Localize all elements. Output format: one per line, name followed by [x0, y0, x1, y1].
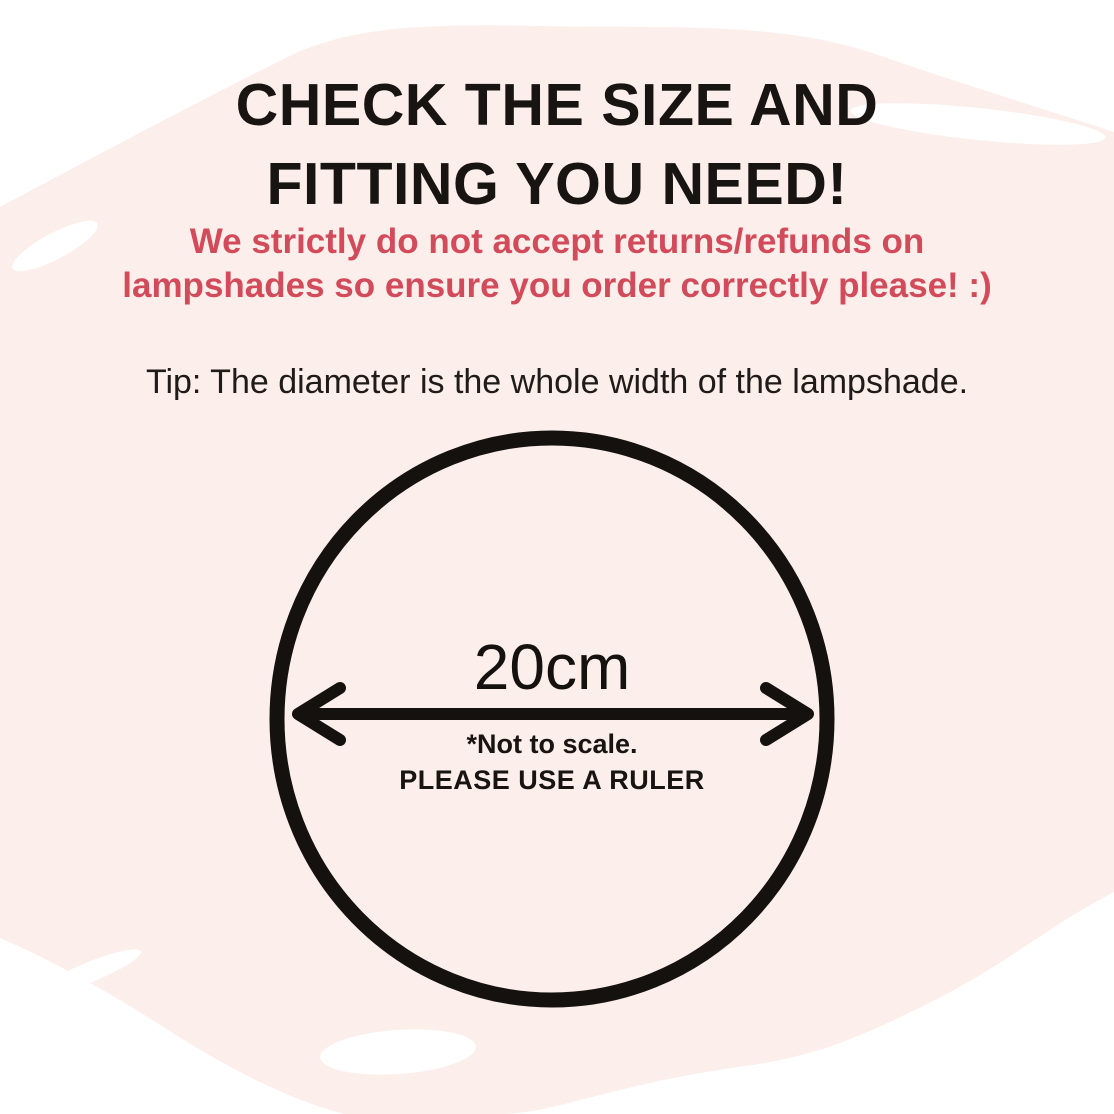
- not-to-scale-note: *Not to scale.: [466, 729, 638, 759]
- no-returns-warning-line1: We strictly do not accept returns/refunds on: [189, 222, 925, 261]
- use-ruler-note: PLEASE USE A RULER: [399, 765, 705, 795]
- diameter-tip-text: Tip: The diameter is the whole width of the lampshade.: [145, 363, 969, 401]
- page-title-line1: CHECK THE SIZE AND: [235, 72, 879, 138]
- page-title-line2: FITTING YOU NEED!: [266, 151, 848, 217]
- diameter-value-label: 20cm: [473, 631, 631, 703]
- no-returns-warning-line2: lampshades so ensure you order correctly please! :): [122, 266, 992, 305]
